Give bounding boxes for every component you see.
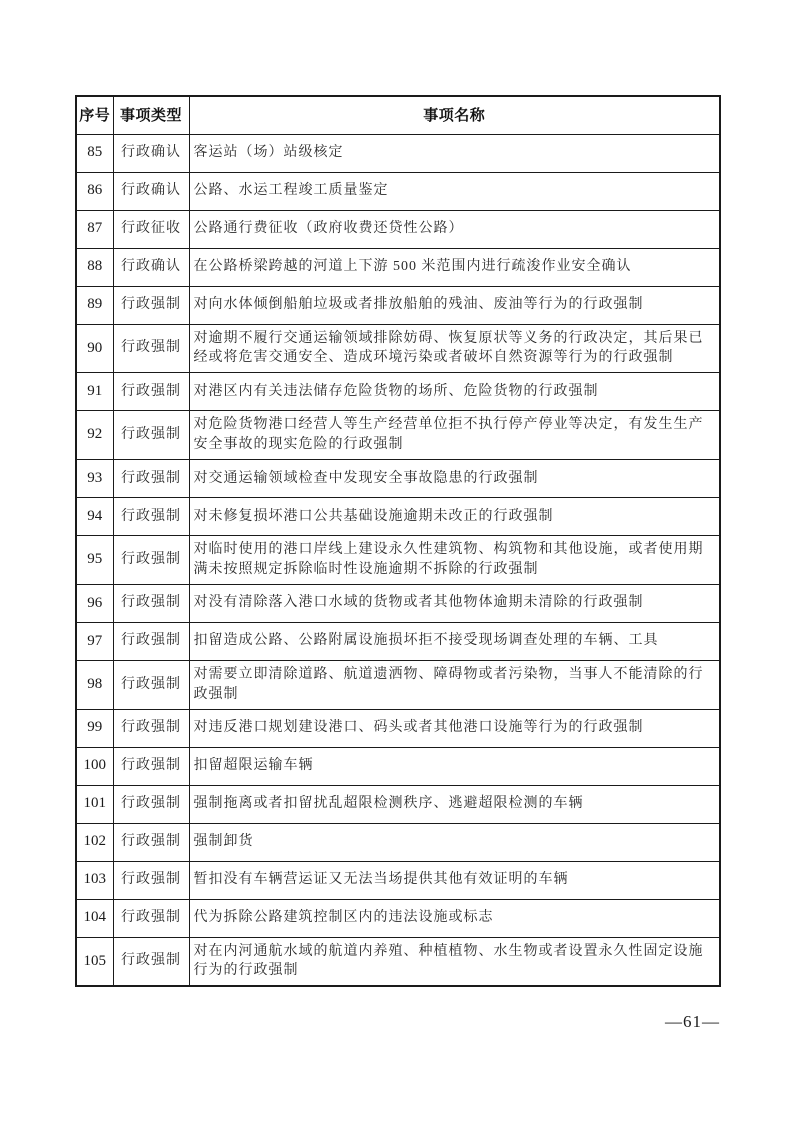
cell-item-name: 扣留超限运输车辆 [189, 747, 720, 785]
cell-item-type: 行政强制 [113, 460, 189, 498]
cell-item-type: 行政强制 [113, 785, 189, 823]
cell-item-type: 行政强制 [113, 861, 189, 899]
table-row [76, 324, 720, 373]
cell-item-name: 代为拆除公路建筑控制区内的违法设施或标志 [189, 899, 720, 937]
cell-item-name: 对未修复损坏港口公共基础设施逾期未改正的行政强制 [189, 498, 720, 536]
cell-item-type: 行政确认 [113, 248, 189, 286]
cell-serial-number: 97 [76, 622, 113, 660]
cell-serial-number: 101 [76, 785, 113, 823]
cell-item-type: 行政强制 [113, 899, 189, 937]
cell-item-type: 行政确认 [113, 134, 189, 172]
cell-serial-number: 105 [76, 937, 113, 986]
cell-item-name: 对交通运输领域检查中发现安全事故隐患的行政强制 [189, 460, 720, 498]
table-row [76, 622, 720, 660]
cell-serial-number: 103 [76, 861, 113, 899]
table-row [76, 210, 720, 248]
cell-item-type: 行政强制 [113, 373, 189, 411]
page-number: —61— [665, 1012, 720, 1031]
cell-serial-number: 100 [76, 747, 113, 785]
cell-serial-number: 86 [76, 172, 113, 210]
table-row [76, 172, 720, 210]
cell-item-name: 强制卸货 [189, 823, 720, 861]
table-row [76, 134, 720, 172]
cell-serial-number: 92 [76, 411, 113, 460]
cell-item-name: 对需要立即清除道路、航道遗洒物、障碍物或者污染物，当事人不能清除的行政强制 [189, 660, 720, 709]
table-header [76, 96, 720, 134]
cell-item-name: 暂扣没有车辆营运证又无法当场提供其他有效证明的车辆 [189, 861, 720, 899]
cell-item-type: 行政强制 [113, 498, 189, 536]
table-row [76, 899, 720, 937]
table-row [76, 536, 720, 585]
cell-item-type: 行政强制 [113, 324, 189, 373]
cell-serial-number: 93 [76, 460, 113, 498]
header-cell-serial-number: 序号 [76, 96, 113, 134]
header-row [76, 96, 720, 134]
cell-item-type: 行政强制 [113, 584, 189, 622]
cell-serial-number: 91 [76, 373, 113, 411]
table-row [76, 709, 720, 747]
cell-serial-number: 88 [76, 248, 113, 286]
cell-item-type: 行政强制 [113, 937, 189, 986]
cell-serial-number: 90 [76, 324, 113, 373]
cell-item-type: 行政确认 [113, 172, 189, 210]
cell-item-name: 对违反港口规划建设港口、码头或者其他港口设施等行为的行政强制 [189, 709, 720, 747]
header-cell-item-type: 事项类型 [113, 96, 189, 134]
cell-item-name: 对危险货物港口经营人等生产经营单位拒不执行停产停业等决定，有发生生产安全事故的现实危险的行政强制 [189, 411, 720, 460]
table-row [76, 411, 720, 460]
cell-item-name: 公路、水运工程竣工质量鉴定 [189, 172, 720, 210]
table-row [76, 823, 720, 861]
cell-item-type: 行政征收 [113, 210, 189, 248]
cell-serial-number: 96 [76, 584, 113, 622]
table-row [76, 373, 720, 411]
table-row [76, 747, 720, 785]
cell-item-type: 行政强制 [113, 411, 189, 460]
cell-serial-number: 104 [76, 899, 113, 937]
cell-item-type: 行政强制 [113, 660, 189, 709]
table-row [76, 248, 720, 286]
cell-item-name: 对港区内有关违法储存危险货物的场所、危险货物的行政强制 [189, 373, 720, 411]
table-row [76, 584, 720, 622]
header-cell-item-name: 事项名称 [189, 96, 720, 134]
items-table [75, 95, 721, 987]
cell-item-type: 行政强制 [113, 286, 189, 324]
table-row [76, 460, 720, 498]
cell-serial-number: 94 [76, 498, 113, 536]
table-row [76, 861, 720, 899]
cell-item-name: 在公路桥梁跨越的河道上下游 500 米范围内进行疏浚作业安全确认 [189, 248, 720, 286]
cell-item-name: 对逾期不履行交通运输领域排除妨碍、恢复原状等义务的行政决定，其后果已经或将危害交通安全、造成环境污染或者破坏自然资源等行为的行政强制 [189, 324, 720, 373]
table-row [76, 785, 720, 823]
cell-serial-number: 102 [76, 823, 113, 861]
table-row [76, 498, 720, 536]
cell-serial-number: 98 [76, 660, 113, 709]
cell-serial-number: 89 [76, 286, 113, 324]
cell-item-name: 对临时使用的港口岸线上建设永久性建筑物、构筑物和其他设施，或者使用期满未按照规定拆除临时性设施逾期不拆除的行政强制 [189, 536, 720, 585]
cell-item-type: 行政强制 [113, 536, 189, 585]
table-row [76, 286, 720, 324]
cell-serial-number: 85 [76, 134, 113, 172]
cell-item-name: 客运站（场）站级核定 [189, 134, 720, 172]
cell-item-type: 行政强制 [113, 709, 189, 747]
cell-item-name: 公路通行费征收（政府收费还贷性公路） [189, 210, 720, 248]
cell-serial-number: 95 [76, 536, 113, 585]
cell-item-type: 行政强制 [113, 622, 189, 660]
cell-serial-number: 99 [76, 709, 113, 747]
table-body [76, 134, 720, 986]
table-row [76, 937, 720, 986]
cell-item-type: 行政强制 [113, 823, 189, 861]
cell-serial-number: 87 [76, 210, 113, 248]
table-row [76, 660, 720, 709]
cell-item-name: 对没有清除落入港口水域的货物或者其他物体逾期未清除的行政强制 [189, 584, 720, 622]
cell-item-name: 扣留造成公路、公路附属设施损坏拒不接受现场调查处理的车辆、工具 [189, 622, 720, 660]
cell-item-name: 强制拖离或者扣留扰乱超限检测秩序、逃避超限检测的车辆 [189, 785, 720, 823]
cell-item-name: 对在内河通航水域的航道内养殖、种植植物、水生物或者设置永久性固定设施行为的行政强制 [189, 937, 720, 986]
cell-item-type: 行政强制 [113, 747, 189, 785]
cell-item-name: 对向水体倾倒船舶垃圾或者排放船舶的残油、废油等行为的行政强制 [189, 286, 720, 324]
